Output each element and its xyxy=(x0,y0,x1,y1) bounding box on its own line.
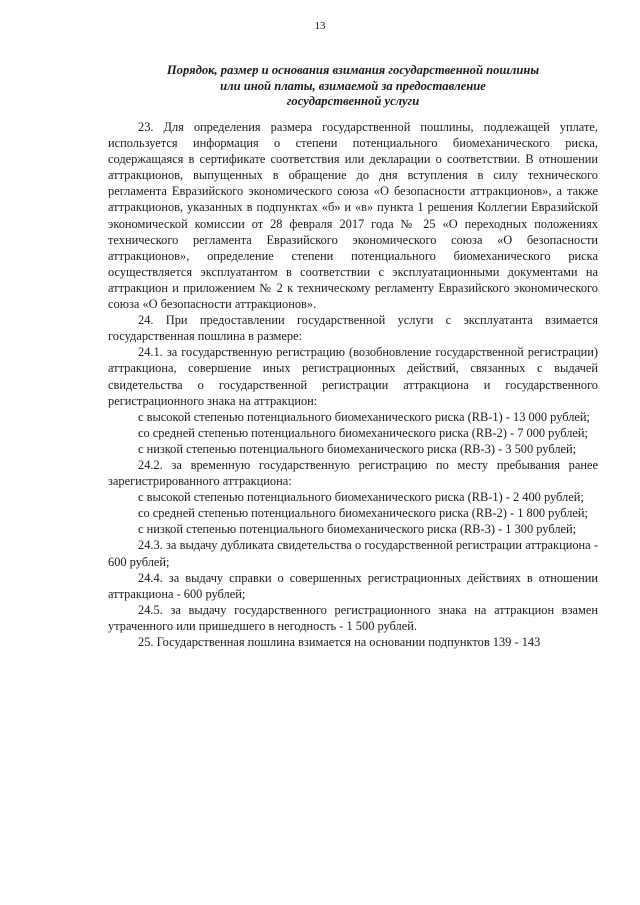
paragraph-25: 25. Государственная пошлина взимается на основании подпунктов 139 - 143 xyxy=(138,635,541,649)
heading-line-1: Порядок, размер и основания взимания государственной пошлины xyxy=(166,63,540,77)
fee-item-24-1-rb3: с низкой степенью потенциального биомеханического риска (RB-3) - 3 500 рублей; xyxy=(138,441,577,456)
paragraph-24-2: 24.2. за временную государственную регистрацию по месту пребывания ранее зарегистрированного аттракциона: xyxy=(108,457,598,489)
heading-line-3: государственной услуги xyxy=(286,94,420,108)
section-heading xyxy=(108,63,598,110)
paragraph-24-1: 24.1. за государственную регистрацию (возобновление государственной регистрации) аттракциона, совершение иных регистрационных действий, связанных с выдачей свидетельства о государственной регистрации аттракциона и государственного регистрационного знака на аттракцион: xyxy=(108,345,598,408)
paragraph-24-3: 24.3. за выдачу дубликата свидетельства о государственной регистрации аттракциона - 600 рублей; xyxy=(108,538,598,569)
page-number: 13 xyxy=(314,20,326,32)
document-body xyxy=(108,119,598,650)
paragraph-24: 24. При предоставлении государственной услуги с эксплуатанта взимается государственная пошлина в размере: xyxy=(108,313,598,344)
heading-line-2: или иной платы, взимаемой за предоставление xyxy=(220,78,486,93)
paragraph-24-5: 24.5. за выдачу государственного регистрационного знака на аттракцион взамен утраченного или пришедшего в негодность - 1 500 рублей. xyxy=(108,602,598,633)
fee-item-24-2-rb1: с высокой степенью потенциального биомеханического риска (RB-1) - 2 400 рублей; xyxy=(138,490,584,505)
paragraph-24-4: 24.4. за выдачу справки о совершенных регистрационных действиях в отношении аттракциона - 600 рублей; xyxy=(108,570,598,601)
fee-item-24-1-rb2: со средней степенью потенциального биомеханического риска (RB-2) - 7 000 рублей; xyxy=(138,425,588,440)
fee-item-24-2-rb2: со средней степенью потенциального биомеханического риска (RB-2) - 1 800 рублей; xyxy=(138,506,588,521)
fee-item-24-1-rb1: с высокой степенью потенциального биомеханического риска (RB-1) - 13 000 рублей; xyxy=(138,409,590,424)
paragraph-23: 23. Для определения размера государственной пошлины, подлежащей уплате, используется информация о степени потенциального биомеханического риска, содержащаяся в сертификате соответствия или декларации о соответствии. В отношении аттракционов, выпущенных в обращение до дня вступления в силу технического регламента Евразийского экономического союза «О безопасности аттракционов», а также аттракционов, указанных в подпунктах «б» и «в» пункта 1 решения Коллегии Евразийской экономической комиссии от 28 февраля 2017 года № 25 «О переходных положениях технического регламента Евразийского экономического союза «О безопасности аттракционов», определение степени потенциального биомеханического риска осуществляется эксплуатантом в соответствии с эксплуатационными документами на аттракцион и приложением № 2 к техническому регламенту Евразийского экономического союза «О безопасности аттракционов». xyxy=(108,120,598,312)
fee-item-24-2-rb3: с низкой степенью потенциального биомеханического риска (RB-3) - 1 300 рублей; xyxy=(138,522,577,537)
